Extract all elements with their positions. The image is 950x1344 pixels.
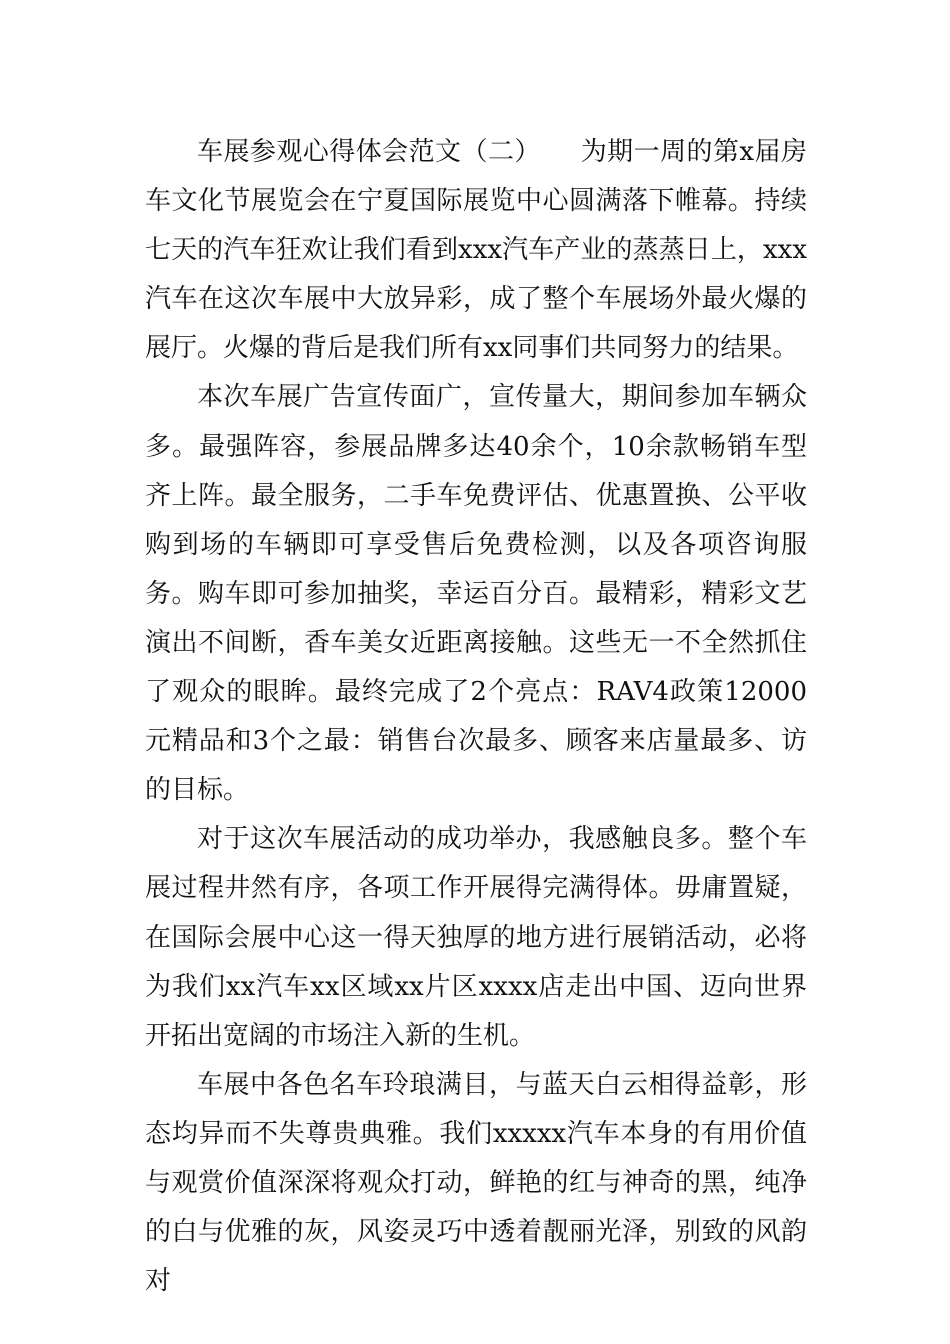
paragraph-4: 车展中各色名车玲琅满目，与蓝天白云相得益彰，形态均异而不失尊贵典雅。我们xxxxx汽车本身的有用价值与观赏价值深深将观众打动，鲜艳的红与神奇的黑，纯净的白与优雅的灰，风姿灵巧中透着靓丽光泽，别致的风韵对 [145, 1069, 807, 1297]
paragraph-2: 本次车展广告宣传面广，宣传量大，期间参加车辆众多。最强阵容，参展品牌多达40余个，10余款畅销车型齐上阵。最全服务，二手车免费评估、优惠置换、公平收购到场的车辆即可享受售后免费检测，以及各项咨询服务。购车即可参加抽奖，幸运百分百。最精彩，精彩文艺演出不间断，香车美女近距离接触。这些无一不全然抓住了观众的眼眸。最终完成了2个亮点：RAV4政策12000元精品和3个之最：销售台次最多、顾客来店量最多、访的目标。 [145, 382, 807, 806]
paragraph-3: 对于这次车展活动的成功举办，我感触良多。整个车展过程井然有序，各项工作开展得完满得体。毋庸置疑，在国际会展中心这一得天独厚的地方进行展销活动，必将为我们xx汽车xx区域xx片区xxxx店走出中国、迈向世界开拓出宽阔的市场注入新的生机。 [145, 824, 807, 1051]
document-body [145, 128, 807, 1306]
paragraph-1: 车展参观心得体会范文（二） 为期一周的第x届房车文化节展览会在宁夏国际展览中心圆满落下帷幕。持续七天的汽车狂欢让我们看到xxx汽车产业的蒸蒸日上，xxx汽车在这次车展中大放异彩，成了整个车展场外最火爆的展厅。火爆的背后是我们所有xx同事们共同努力的结果。 [145, 137, 807, 364]
